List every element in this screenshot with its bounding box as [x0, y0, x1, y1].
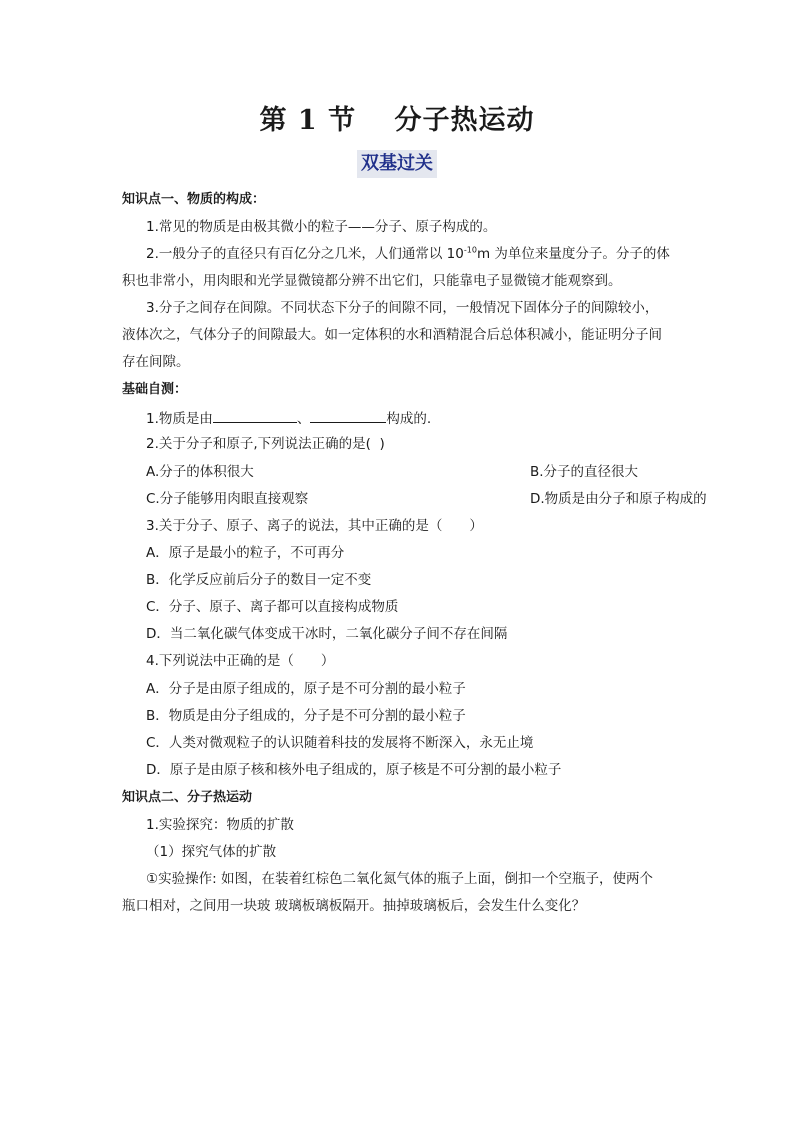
q4-option-b[interactable]: B．物质是由分子组成的，分子是不可分割的最小粒子 [146, 708, 466, 724]
kp1-p2-text-a: 2.一般分子的直径只有百亿分之几米，人们通常以 10 [146, 246, 464, 262]
q2-options-row-2 [146, 489, 794, 509]
subtitle-wrap [0, 150, 794, 178]
kp1-paragraph-2-line-1 [146, 244, 794, 264]
q4-option-c[interactable]: C．人类对微观粒子的认识随着科技的发展将不断深入，永无止境 [146, 735, 534, 751]
q3-option-c[interactable]: C．分子、原子、离子都可以直接构成物质 [146, 599, 399, 615]
q2-option-c[interactable]: C.分子能够用肉眼直接观察 [146, 491, 309, 507]
q3-option-a[interactable]: A．原子是最小的粒子，不可再分 [146, 545, 345, 561]
q3-stem: 3.关于分子、原子、离子的说法，其中正确的是（ ） [146, 518, 483, 534]
q4-option-d[interactable]: D．原子是由原子核和核外电子组成的，原子核是不可分割的最小粒子 [146, 762, 562, 778]
q2-stem: 2.关于分子和原子,下列说法正确的是( ) [146, 436, 385, 452]
kp2-paragraph-2: （1）探究气体的扩散 [146, 844, 277, 860]
q4-option-a[interactable]: A．分子是由原子组成的，原子是不可分割的最小粒子 [146, 681, 466, 697]
kp1-paragraph-1: 1.常见的物质是由极其微小的粒子——分子、原子构成的。 [146, 219, 497, 235]
self-test-heading: 基础自测： [122, 382, 188, 397]
q2-option-b[interactable]: B.分子的直径很大 [530, 464, 639, 480]
kp1-paragraph-3-line-1: 3.分子之间存在间隙。不同状态下分子的间隙不同，一般情况下固体分子的间隙较小， [146, 300, 659, 316]
q2-options-row-1 [146, 462, 794, 482]
q1-separator: 、 [296, 411, 311, 427]
kp1-paragraph-2-line-2: 积也非常小，用肉眼和光学显微镜都分辨不出它们，只能靠电子显微镜才能观察到。 [122, 273, 622, 289]
q2-option-a[interactable]: A.分子的体积很大 [146, 464, 254, 480]
q3-option-d[interactable]: D．当二氧化碳气体变成干冰时，二氧化碳分子间不存在间隔 [146, 626, 508, 642]
kp1-paragraph-3-line-3: 存在间隙。 [122, 354, 190, 370]
q1-blank-1[interactable] [213, 407, 297, 423]
q1-blank-2[interactable] [310, 407, 386, 423]
kp1-paragraph-3-line-2: 液体次之，气体分子的间隙最大。如一定体积的水和酒精混合后总体积减小，能证明分子间 [122, 327, 662, 343]
kp1-p2-exponent: -10 [463, 245, 477, 255]
q4-stem: 4.下列说法中正确的是（ ） [146, 653, 335, 669]
q2-option-d[interactable]: D.物质是由分子和原子构成的 [530, 491, 707, 507]
kp2-paragraph-3-line-2: 瓶口相对，之间用一块玻 玻璃板璃板隔开。抽掉玻璃板后，会发生什么变化？ [122, 898, 586, 914]
knowledge-point-2-heading: 知识点二、分子热运动 [122, 790, 253, 805]
page-title: 第 1 节 分子热运动 [259, 105, 535, 136]
kp2-paragraph-3-line-1: ①实验操作: 如图，在装着红棕色二氧化氮气体的瓶子上面，倒扣一个空瓶子，使两个 [146, 871, 653, 887]
q1-text-a: 1.物质是由 [146, 411, 213, 427]
knowledge-point-1-heading: 知识点一、物质的构成： [122, 192, 266, 207]
kp2-paragraph-1: 1.实验探究：物质的扩散 [146, 817, 294, 833]
q1 [146, 407, 794, 429]
q3-option-b[interactable]: B．化学反应前后分子的数目一定不变 [146, 572, 372, 588]
kp1-p2-text-b: m 为单位来量度分子。分子的体 [476, 246, 670, 262]
section-subtitle: 双基过关 [357, 150, 437, 178]
q1-text-b: 构成的. [386, 411, 432, 427]
